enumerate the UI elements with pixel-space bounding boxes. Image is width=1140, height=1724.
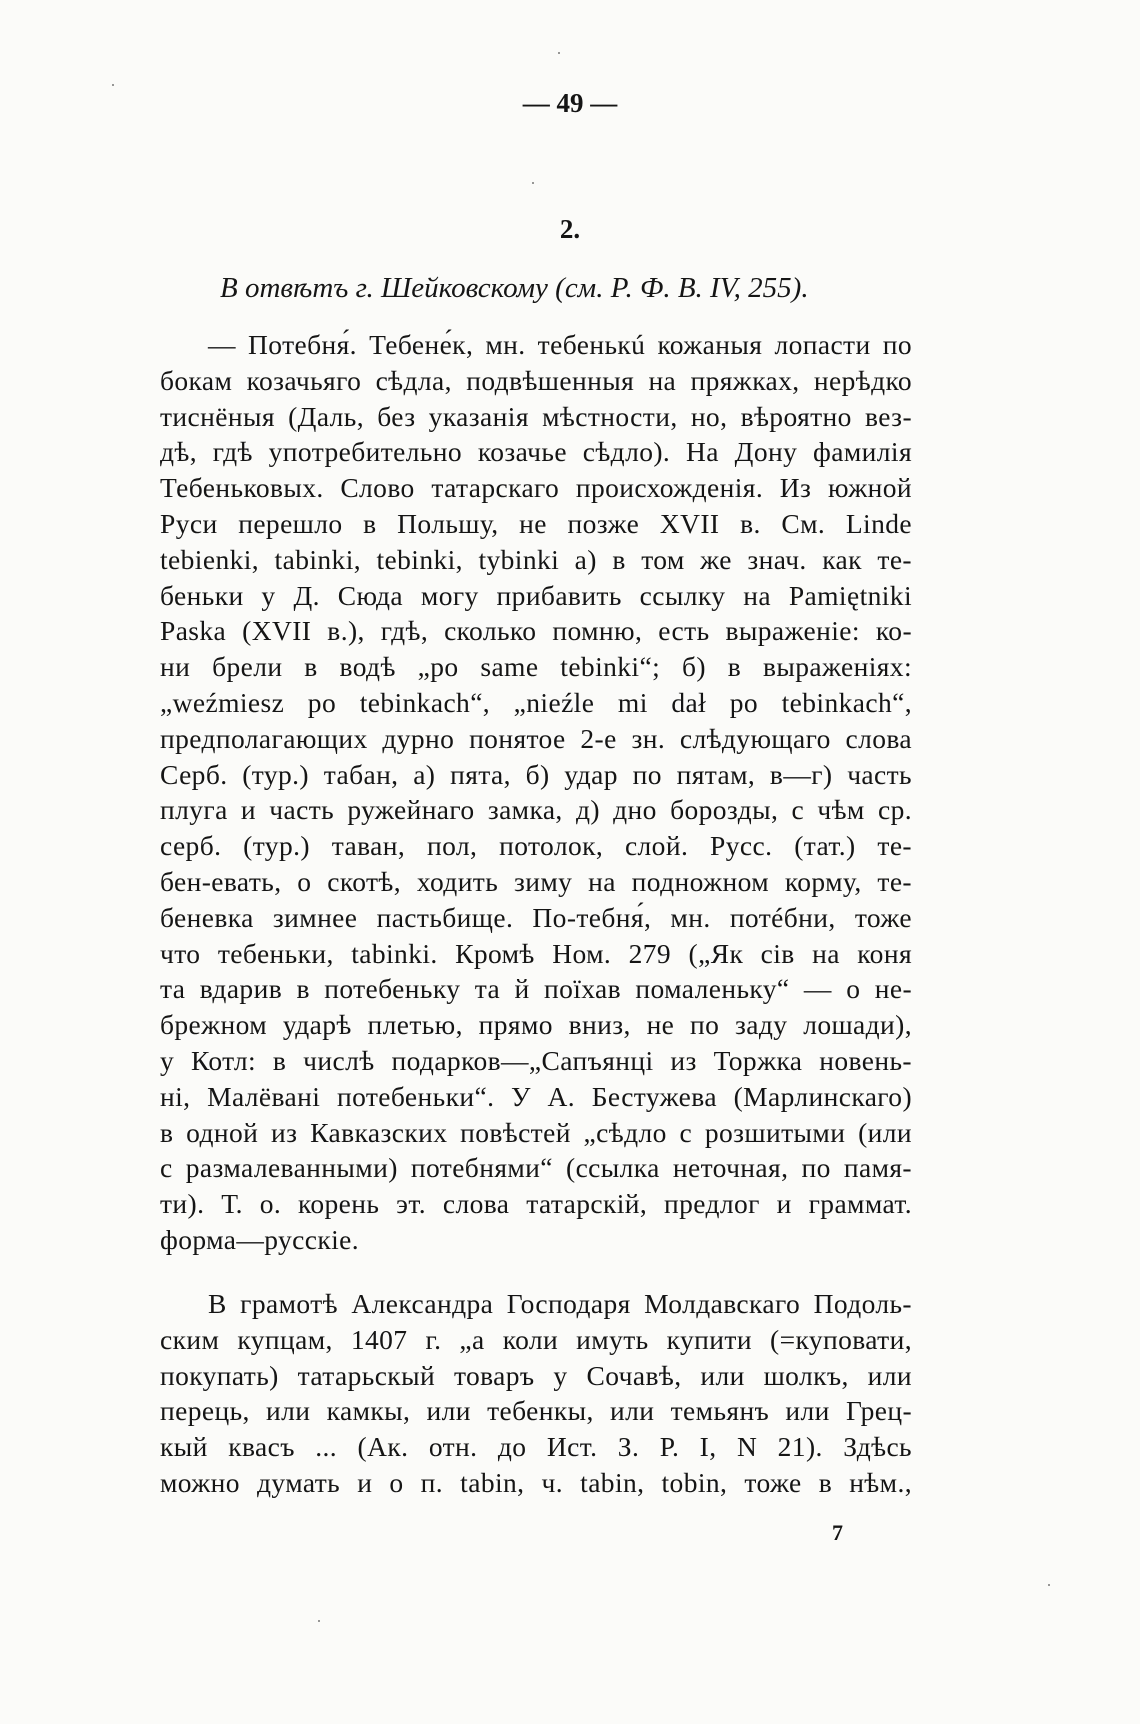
text-line: покупать) татарьскый товаръ у Сочавѣ, или шолкъ, или: [160, 1359, 912, 1391]
text-line: бен-евать, о скотѣ, ходить зиму на подножном корму, те-: [160, 865, 912, 897]
text-line: с размалеванными) потебнями“ (ссылка неточная, по памя-: [160, 1152, 912, 1184]
paragraph-2: [160, 1286, 912, 1501]
print-speck: [112, 84, 114, 86]
text-line: ским купцам, 1407 г. „а коли имуть купити (=куповати,: [160, 1323, 912, 1355]
text-line: Тебеньковых. Слово татарскаго происхожденія. Из южной: [160, 472, 912, 504]
text-line: Серб. (тур.) табан, а) пята, б) удар по пятам, в—г) часть: [160, 758, 912, 790]
text-line: беньки у Д. Сюда могу прибавить ссылку на Pamiętniki: [160, 579, 912, 611]
text-line: что тебеньки, tabinki. Кромѣ Ном. 279 („Як сів на коня: [160, 937, 912, 969]
text-line: Руси перешло в Польшу, не позже XVII в. См. Linde: [160, 507, 912, 539]
text-line: Paska (XVII в.), гдѣ, сколько помню, есть выраженіе: ко-: [160, 615, 912, 647]
text-line: брежном ударѣ плетью, прямо вниз, не по заду лошади),: [160, 1009, 912, 1041]
section-heading: В отвѣтъ г. Шейковскому (см. Р. Ф. В. IV, 255).: [220, 272, 809, 304]
text-line: можно думать и о п. tabin, ч. tabin, tobin, тоже в нѣм.,: [160, 1466, 912, 1498]
text-line: форма—русскіе.: [160, 1223, 360, 1255]
text-line: дѣ, гдѣ употребительно козачье сѣдло). На Дону фамилія: [160, 436, 912, 468]
print-speck: [532, 182, 534, 184]
text-line: тиснёныя (Даль, без указанія мѣстности, но, вѣроятно вез-: [160, 400, 912, 432]
text-line: беневка зимнее пастьбище. По-тебня́, мн. потéбни, тоже: [160, 901, 912, 933]
text-line: в одной из Кавказских повѣстей „сѣдло с розшитыми (или: [160, 1116, 912, 1148]
print-speck: [318, 1620, 320, 1622]
text-line: плуга и часть ружейнаго замка, д) дно борозды, с чѣм ср.: [160, 794, 912, 826]
signature-mark: 7: [832, 1520, 843, 1545]
text-line: предполагающих дурно понятое 2-е зн. слѣдующаго слова: [160, 722, 912, 754]
text-line: кый квасъ ... (Ак. отн. до Ист. З. Р. I, N 21). Здѣсь: [160, 1431, 912, 1463]
text-line: „weźmiesz po tebinkach“, „nieźle mi dał po tebinkach“,: [160, 686, 912, 718]
section-number: 2.: [559, 214, 581, 244]
text-line: В грамотѣ Александра Господаря Молдавскаго Подоль-: [208, 1288, 912, 1319]
text-line: ни брели в водѣ „po same tebinki“; б) в выраженіях:: [160, 651, 912, 683]
text-line: ні, Малёвані потебеньки“. У А. Бестужева (Марлинскаго): [160, 1080, 912, 1112]
text-line: та вдарив в потебеньку та й поїхав помаленьку“ — о не-: [160, 973, 912, 1005]
paragraph-1: [160, 327, 912, 1258]
text-line: серб. (тур.) таван, пол, потолок, слой. Русс. (тат.) те-: [160, 830, 912, 862]
text-line: бокам козачьяго сѣдла, подвѣшенныя на пряжках, нерѣдко: [160, 364, 912, 396]
print-speck: [1048, 1584, 1050, 1586]
print-speck: [558, 52, 560, 54]
text-line: перець, или камкы, или тебенкы, или темьянъ или Грец-: [160, 1395, 912, 1427]
text-line: ти). Т. о. корень эт. слова татарскій, предлог и граммат.: [160, 1188, 912, 1220]
text-line: — Потебня́. Тебене́к, мн. тебенькú кожаныя лопасти по: [208, 329, 912, 360]
text-line: tebienki, tabinki, tebinki, tybinki а) в том же знач. как те-: [160, 543, 912, 575]
text-line: у Котл: в числѣ подарков—„Сапъянці из Торжка новень-: [160, 1044, 912, 1076]
page-number: — 49 —: [522, 88, 618, 118]
